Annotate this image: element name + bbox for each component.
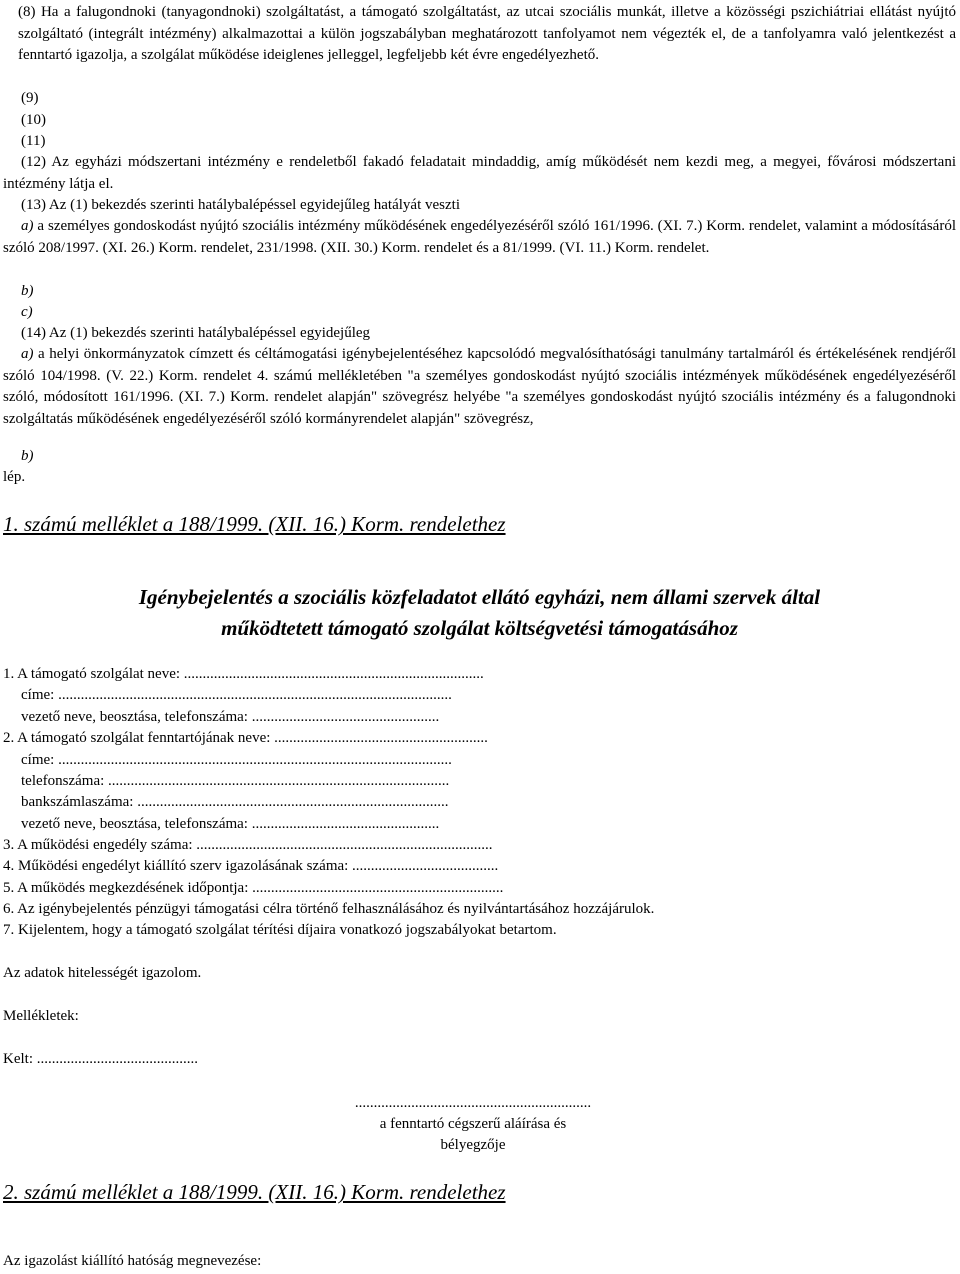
form-item-2-bank: bankszámlaszáma: ................................................................................... [21,794,449,810]
form-item-1-manager: vezető neve, beosztása, telefonszáma: .................................................. [21,709,440,725]
paragraph-12: (12) Az egyházi módszertani intézmény e rendeletből fakadó feladatait mindaddig, amíg működését nem kezdi meg, a megyei, fővárosi módszertani intézmény látja el. [3,154,956,192]
paragraph-13-b [21,281,34,303]
letter-c: c) [21,304,33,320]
closing-lep: lép. [3,469,26,485]
paragraph-13: (13) Az (1) bekezdés szerinti hatálybalépéssel egyidejűleg hatályát veszti [21,197,460,213]
form-item-2-address: címe: ......................................................................................................... [21,752,452,768]
form-item-7: 7. Kijelentem, hogy a támogató szolgálat térítési díjaira vonatkozó jogszabályokat betartom. [3,922,557,938]
form-item-2-manager: vezető neve, beosztása, telefonszáma: .................................................. [21,816,440,832]
paragraph-13-c [21,302,33,324]
attachments-label: Mellékletek: [3,1008,79,1024]
form-item-2-phone: telefonszáma: ........................................................................................... [21,773,450,789]
form-item-4: 4. Működési engedélyt kiállító szerv igazolásának száma: ....................................... [3,858,499,874]
form-item-6: 6. Az igénybejelentés pénzügyi támogatási célra történő felhasználásához és nyilvántartásához hozzájárulok. [3,901,655,917]
appendix-2-title: 2. számú melléklet a 188/1999. (XII. 16.) Korm. rendelethez [3,1180,506,1204]
appendix-1-title: 1. számú melléklet a 188/1999. (XII. 16.) Korm. rendelethez [3,512,506,536]
signature-line: ............................................................... [354,1095,592,1111]
date-line: Kelt: ........................................... [3,1051,198,1067]
form-item-3: 3. A működési engedély száma: ............................................................................... [3,837,493,853]
letter-b: b) [21,283,34,299]
form-item-2: 2. A támogató szolgálat fenntartójának neve: ......................................................... [3,730,488,746]
signature-caption-2: bélyegzője [440,1137,506,1153]
paragraph-14-a [3,344,956,430]
certification-statement: Az adatok hitelességét igazolom. [3,965,202,981]
form-item-1: 1. A támogató szolgálat neve: ................................................................................ [3,666,484,682]
paragraph-13-a [3,216,956,259]
paragraph-14-a-text: a helyi önkormányzatok címzett és céltámogatási igénybejelentéséhez kapcsolódó megvalósíthatósági tanulmány tartalmáról és értékelésének rendjéről szóló 104/1998. (V. 22.) Korm. rendelet 4. számú mellékletében "a személyes gondoskodást nyújtó szociális intézmények működésének engedélyezéséről szóló, módosított 161/1996. (XI. 7.) Korm. rendelet alapján" szövegrész helyébe "a személyes gondoskodást nyújtó szociális intézmény és a falugondnoki szolgáltatás működésének engedélyezéséről szóló kormányrendelet alapján" szövegrész, [3,346,956,427]
paragraph-9: (9) [21,90,39,106]
paragraph-14-b [21,446,34,468]
form-item-1-address: címe: ......................................................................................................... [21,687,452,703]
paragraph-13-a-text: a személyes gondoskodást nyújtó szociális intézmény működésének engedélyezéséről szóló 161/1996. (XI. 7.) Korm. rendelet, valamint a módosításáról szóló 208/1997. (XI. 26.) Korm. rendelet, 231/1998. (XII. 30.) Korm. rendelet és a 81/1999. (VI. 11.) Korm. rendelet. [3,218,956,256]
letter-b: b) [21,448,34,464]
issuing-authority-label: Az igazolást kiállító hatóság megnevezése: [3,1253,262,1269]
letter-a: a) [21,218,34,234]
form-heading-line-2: működtetett támogató szolgálat költségvetési támogatásához [221,616,738,640]
paragraph-14: (14) Az (1) bekezdés szerinti hatálybalépéssel egyidejűleg [21,325,371,341]
signature-caption-1: a fenntartó cégszerű aláírása és [379,1116,567,1132]
paragraph-8: (8) Ha a falugondnoki (tanyagondnoki) szolgáltatást, a támogató szolgáltatást, az utcai szociális munkát, illetve a közösségi pszichiátriai ellátást nyújtó szolgáltató (integrált intézmény) alkalmazottai a külön jogszabályban meghatározott tanfolyamot nem végezték el, de a tanfolyamra való jelentkezést a fenntartó igazolja, a szolgálat működése ideiglenes jelleggel, legfeljebb két évre engedélyezhető. [18,4,956,63]
paragraph-10: (10) [21,112,46,128]
form-item-5: 5. A működés megkezdésének időpontja: ................................................................... [3,880,504,896]
form-heading-line-1: Igénybejelentés a szociális közfeladatot ellátó egyházi, nem állami szervek által [138,585,821,609]
paragraph-11: (11) [21,133,46,149]
letter-a: a) [21,346,34,362]
